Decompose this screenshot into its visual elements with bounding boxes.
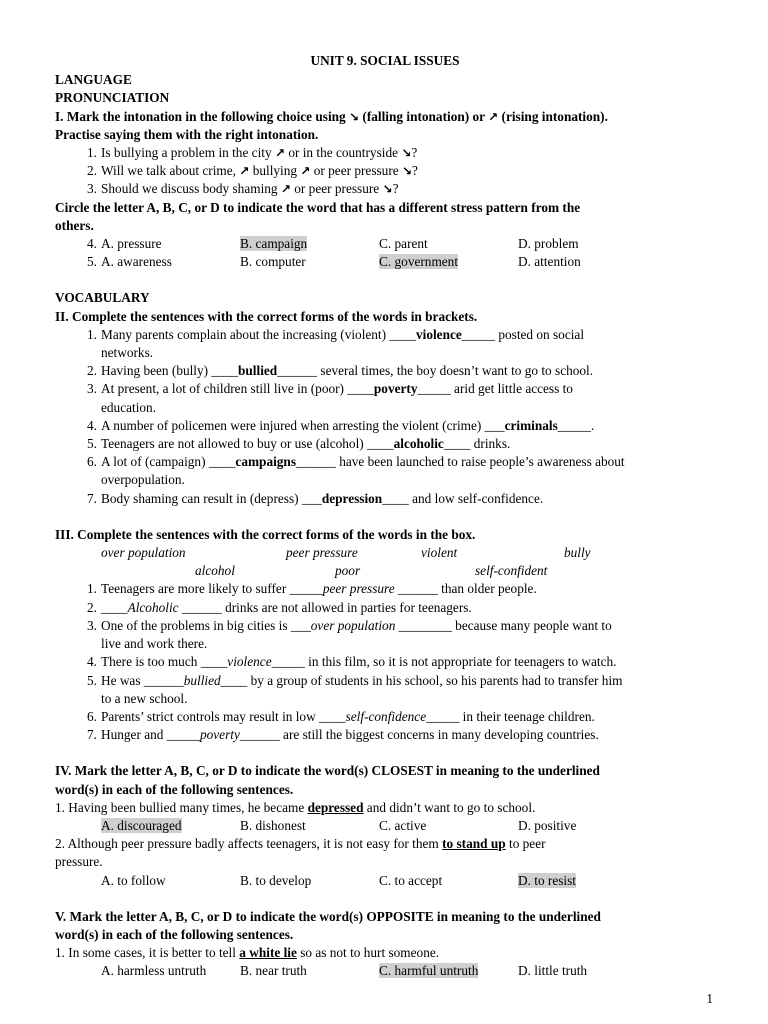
option-b[interactable]: B. computer (240, 254, 306, 270)
text: or peer pressure (310, 163, 402, 179)
item-number: 6. (87, 708, 97, 724)
falling-arrow-icon: ↘ (382, 182, 393, 197)
section-vocabulary: VOCABULARY (55, 290, 150, 306)
highlighted-answer: D. to resist (518, 872, 576, 888)
text: Should we discuss body shaming (101, 181, 281, 197)
text: Teenagers are not allowed to buy or use (alcohol) ____ (101, 436, 394, 452)
item-number: 3. (87, 381, 97, 397)
sec5-instruction: V. Mark the letter A, B, C, or D to indicate the word(s) OPPOSITE in meaning to the underlined (55, 908, 601, 924)
spacer (55, 890, 715, 908)
stress-item (55, 235, 715, 253)
item-number: 3. (87, 617, 97, 633)
text: and didn’t want to go to school. (363, 799, 536, 815)
option-d[interactable]: D. positive (518, 817, 577, 833)
text: ____ and low self-confidence. (382, 490, 544, 506)
word-box-row-1 (55, 544, 715, 562)
highlighted-answer: C. government (379, 254, 459, 270)
item-number: 2. (87, 599, 97, 615)
text-continuation: live and work there. (101, 636, 208, 652)
intonation-item (55, 144, 715, 162)
sec2-instruction: II. Complete the sentences with the correct forms of the words in brackets. (55, 308, 478, 324)
text: or in the countryside (285, 145, 402, 161)
item-number: 7. (87, 727, 97, 743)
text: ? (411, 145, 418, 161)
item-number: 2. (87, 163, 97, 179)
option-c[interactable] (379, 253, 518, 271)
list-item (55, 362, 715, 380)
option-c[interactable] (379, 962, 518, 980)
sec4-question-2-cont: pressure. (55, 854, 103, 870)
option-b[interactable] (240, 235, 379, 253)
falling-arrow-icon: ↘ (401, 164, 413, 179)
worksheet-page (55, 52, 715, 981)
option-c[interactable]: C. parent (379, 236, 428, 252)
box-word: bully (564, 545, 591, 561)
text: Is bullying a problem in the city (101, 145, 275, 161)
stress-instruction: Circle the letter A, B, C, or D to indicate the word that has a different stress pattern from the (55, 199, 581, 215)
highlighted-answer: A. discouraged (101, 817, 182, 833)
spacer (55, 744, 715, 762)
text-continuation: to a new school. (101, 690, 188, 706)
answer: alcoholic (393, 436, 444, 452)
text: One of the problems in big cities is ___ (101, 617, 311, 633)
item-number: 5. (87, 254, 97, 270)
rising-arrow-icon: ↗ (274, 146, 285, 161)
text: Body shaming can result in (depress) ___ (101, 490, 322, 506)
list-item (55, 435, 715, 453)
item-number: 5. (87, 672, 97, 688)
rising-arrow-icon: ↗ (300, 164, 311, 179)
answer: bullied (183, 672, 221, 688)
list-item (55, 653, 715, 671)
sec4-q2-options (55, 872, 715, 890)
text: ____ by a group of students in his school, so his parents had to transfer him (220, 672, 623, 688)
list-item (55, 490, 715, 508)
text: At present, a lot of children still live in (poor) ____ (101, 381, 374, 397)
answer: violence (227, 654, 272, 670)
text: _____ posted on social (461, 326, 585, 342)
text: ? (412, 163, 418, 179)
sec1-instruction-part-a: I. Mark the intonation in the following choice using (55, 108, 350, 124)
unit-title: UNIT 9. SOCIAL ISSUES (310, 53, 460, 68)
sec1-instruction (55, 108, 715, 126)
option-a[interactable]: A. pressure (101, 236, 162, 252)
text: Hunger and _____ (101, 727, 200, 743)
list-item (55, 580, 715, 598)
underlined-word: a white lie (239, 945, 297, 961)
section-pronunciation: PRONUNCIATION (55, 90, 170, 106)
text: _____ arid get little access to (417, 381, 573, 397)
sec4-question-2 (55, 835, 715, 853)
text: _____ in this film, so it is not appropriate for teenagers to watch. (271, 654, 617, 670)
falling-arrow-icon: ↘ (349, 109, 360, 124)
answer: poverty (199, 727, 240, 743)
item-number: 1. (87, 326, 97, 342)
text: ______ are still the biggest concerns in many developing countries. (239, 727, 599, 743)
underlined-word: depressed (307, 799, 364, 815)
list-item (55, 453, 715, 489)
word-box-row-2 (55, 562, 715, 580)
falling-arrow-icon: ↘ (401, 146, 412, 161)
text: 2. Although peer pressure badly affects teenagers, it is not easy for them (55, 836, 443, 852)
item-number: 4. (87, 236, 97, 252)
item-number: 1. (87, 145, 97, 161)
text: ____ drinks. (443, 436, 511, 452)
answer: violence (415, 326, 462, 342)
underlined-word: to stand up (442, 836, 506, 852)
sec2-list (55, 326, 715, 508)
option-a[interactable] (101, 817, 240, 835)
rising-arrow-icon: ↗ (239, 164, 250, 179)
list-item (55, 708, 715, 726)
item-number: 7. (87, 490, 97, 506)
text: ______ several times, the boy doesn’t want to go to school. (277, 363, 594, 379)
item-number: 1. (87, 581, 97, 597)
sec4-instruction: IV. Mark the letter A, B, C, or D to indicate the word(s) CLOSEST in meaning to the underlined (55, 763, 600, 779)
item-number: 2. (87, 363, 97, 379)
text: to peer (505, 836, 546, 852)
text: or peer pressure (290, 181, 383, 197)
text-continuation: education. (101, 399, 157, 415)
answer: criminals (504, 417, 558, 433)
answer: over population (310, 617, 396, 633)
stress-item (55, 253, 715, 271)
text: Many parents complain about the increasing (violent) ____ (101, 326, 416, 342)
text: A number of policemen were injured when arresting the violent (crime) ___ (101, 417, 505, 433)
sec3-list (55, 580, 715, 744)
option-d[interactable]: D. problem (518, 236, 579, 252)
option-c[interactable]: C. active (379, 817, 427, 833)
item-number: 4. (87, 417, 97, 433)
box-word: peer pressure (286, 545, 358, 561)
option-a[interactable]: A. harmless untruth (101, 963, 207, 979)
text: There is too much ____ (101, 654, 228, 670)
text-continuation: overpopulation. (101, 472, 185, 488)
text: _____. (557, 417, 595, 433)
sec5-instruction-line2: word(s) in each of the following sentences. (55, 926, 294, 942)
text: bullying (249, 163, 301, 179)
box-word: alcohol (195, 563, 235, 579)
item-number: 5. (87, 436, 97, 452)
list-item (55, 599, 715, 617)
stress-instruction-line2: others. (55, 217, 94, 233)
box-word: poor (335, 563, 361, 579)
text: Parents’ strict controls may result in low ____ (101, 708, 346, 724)
item-number: 4. (87, 654, 97, 670)
answer: bullied (238, 363, 278, 379)
option-b[interactable]: B. dishonest (240, 817, 306, 833)
text: ____ (101, 599, 128, 615)
sec3-instruction: III. Complete the sentences with the correct forms of the words in the box. (55, 526, 476, 542)
sec4-q1-options (55, 817, 715, 835)
option-b[interactable]: B. near truth (240, 963, 307, 979)
list-item (55, 672, 715, 708)
option-d[interactable]: D. attention (518, 254, 581, 270)
text: 1. In some cases, it is better to tell (55, 945, 240, 961)
box-word: violent (421, 545, 458, 561)
text: 1. Having been bullied many times, he became (55, 799, 308, 815)
rising-arrow-icon: ↗ (280, 182, 291, 197)
text: Teenagers are more likely to suffer _____ (101, 581, 323, 597)
page-number: 1 (706, 991, 713, 1006)
sec1-instruction-line2: Practise saying them with the right intonation. (55, 126, 319, 142)
list-item (55, 326, 715, 362)
option-a[interactable]: A. to follow (101, 872, 166, 888)
sec4-instruction-line2: word(s) in each of the following sentences. (55, 781, 294, 797)
item-number: 6. (87, 454, 97, 470)
answer: poverty (373, 381, 418, 397)
answer: depression (321, 490, 383, 506)
box-word: over population (101, 545, 186, 561)
text: ______ drinks are not allowed in parties for teenagers. (178, 599, 472, 615)
spacer (55, 271, 715, 289)
intonation-item (55, 180, 715, 198)
option-c[interactable]: C. to accept (379, 872, 443, 888)
section-language: LANGUAGE (55, 72, 132, 88)
list-item (55, 617, 715, 653)
text: Having been (bully) ____ (101, 363, 239, 379)
text: ? (392, 181, 399, 197)
sec1-instruction-part-b: (falling intonation) or (359, 108, 489, 124)
text-continuation: networks. (101, 345, 154, 361)
option-a[interactable]: A. awareness (101, 254, 172, 270)
option-d[interactable] (518, 872, 657, 890)
item-number: 3. (87, 181, 97, 197)
text: Will we talk about crime, (101, 163, 240, 179)
sec1-instruction-part-c: (rising intonation). (498, 108, 608, 124)
list-item (55, 726, 715, 744)
text: A lot of (campaign) ____ (101, 454, 236, 470)
answer: campaigns (235, 454, 297, 470)
spacer (55, 508, 715, 526)
list-item (55, 380, 715, 416)
text: He was ______ (101, 672, 184, 688)
text: ______ have been launched to raise people’s awareness about (296, 454, 625, 470)
sec5-question-1 (55, 944, 715, 962)
answer: Alcoholic (127, 599, 179, 615)
rising-arrow-icon: ↗ (488, 109, 499, 124)
text: ______ than older people. (394, 581, 537, 597)
option-b[interactable]: B. to develop (240, 872, 312, 888)
option-d[interactable]: D. little truth (518, 963, 588, 979)
highlighted-answer: B. campaign (240, 236, 308, 252)
sec4-question-1 (55, 799, 715, 817)
intonation-item (55, 162, 715, 180)
text: so as not to hurt someone. (296, 945, 440, 961)
answer: self-confidence (345, 708, 427, 724)
text: _____ in their teenage children. (426, 708, 595, 724)
list-item (55, 417, 715, 435)
box-word: self-confident (475, 563, 548, 579)
sec5-q1-options (55, 962, 715, 980)
highlighted-answer: C. harmful untruth (379, 963, 479, 979)
answer: peer pressure (322, 581, 395, 597)
text: ________ because many people want to (395, 617, 612, 633)
